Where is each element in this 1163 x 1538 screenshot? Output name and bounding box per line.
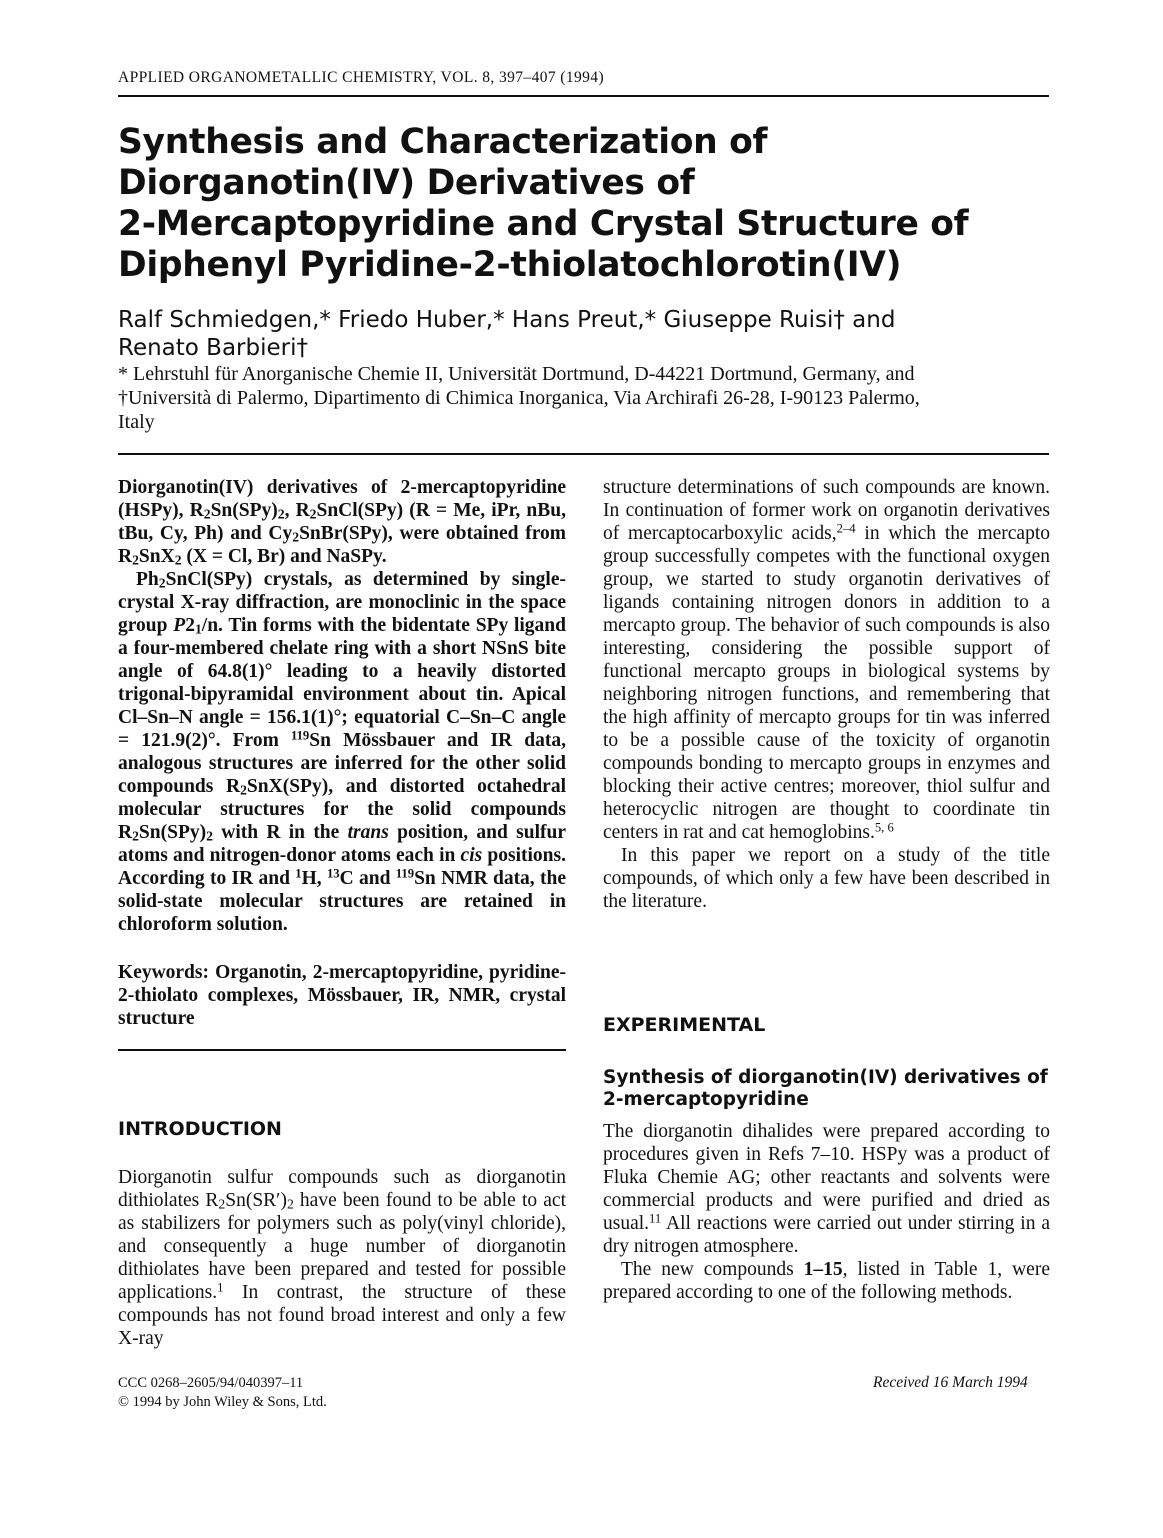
body-paragraph: In this paper we report on a study of the title compounds, of which only a few have been described in the literature. <box>603 845 1050 912</box>
body-paragraph: The new compounds 1–15, listed in Table 1, were prepared according to one of the following methods. <box>603 1259 1050 1303</box>
author-line: Renato Barbieri† <box>118 335 308 361</box>
keywords: Keywords: Organotin, 2-mercaptopyridine, pyridine-2-thiolato complexes, Mössbauer, IR, NMR, crystal structure <box>118 962 566 1029</box>
title-line: 2-Mercaptopyridine and Crystal Structure of <box>118 204 969 244</box>
experimental-text <box>603 1120 1050 1304</box>
ccc-code: CCC 0268–2605/94/040397–11 <box>118 1375 304 1391</box>
introduction-text <box>118 1166 566 1350</box>
author-line: Ralf Schmiedgen,* Friedo Huber,* Hans Preut,* Giuseppe Ruisi† and <box>118 307 896 333</box>
synthesis-subheading: Synthesis of diorganotin(IV) derivatives of 2-mercaptopyridine <box>603 1067 1048 1110</box>
title-line: Diorganotin(IV) Derivatives of <box>118 163 695 203</box>
introduction-continued <box>603 476 1050 913</box>
title-line: Diphenyl Pyridine-2-thiolatochlorotin(IV) <box>118 245 902 285</box>
body-paragraph: structure determinations of such compounds are known. In continuation of former work on organotin derivatives of mercaptocarboxylic acids,$^{2-4}$ in which the mercapto group successfully competes with the functional oxygen group, we started to study organotin derivatives of ligands containing nitrogen donors in addition to a mercapto group. The behavior of such compounds is also interesting, considering the possible support of functional mercapto groups in biological systems by neighboring nitrogen functions, and remembering that the high affinity of mercapto groups for tin was inferred to be a possible cause of the toxicity of organotin compounds bonding to mercapto groups in enzymes and blocking their active centres; moreover, thiol sulfur and heterocyclic nitrogen are thought to coordinate tin centers in rat and cat hemoglobins.$^{5, 6}$ <box>603 477 1050 843</box>
section-rule <box>118 453 1049 455</box>
affiliation-line: * Lehrstuhl für Anorganische Chemie II, Universität Dortmund, D-44221 Dortmund, Germany, and <box>118 363 915 385</box>
author-list <box>118 306 1049 362</box>
footer-copyright <box>118 1374 327 1412</box>
copyright-line: © 1994 by John Wiley & Sons, Ltd. <box>118 1394 327 1410</box>
affiliations <box>118 362 1049 434</box>
abstract-paragraph: Diorganotin(IV) derivatives of 2-mercaptopyridine (HSPy), R2Sn(SPy)2, R2SnCl(SPy) (R = Me, iPr, nBu, tBu, Cy, Ph) and Cy2SnBr(SPy), were obtained from R2SnX2 (X = Cl, Br) and NaSPy. <box>118 477 567 568</box>
abstract-paragraph: Ph2SnCl(SPy) crystals, as determined by single-crystal X-ray diffraction, are monoclinic in the space group P21/n. Tin forms with the bidentate SPy ligand a four-membered chelate ring with a short NSnS bite angle of 64.8(1)° leading to a heavily distorted trigonal-bipyramidal environment about tin. Apical Cl–Sn–N angle = 156.1(1)°; equatorial C–Sn–C angle = 121.9(2)°. From $^{119}$Sn Mössbauer and IR data, analogous structures are inferred for the other solid compounds R2SnX(SPy), and distorted octahedral molecular structures for the solid compounds R2Sn(SPy)2 with R in the trans position, and sulfur atoms and nitrogen-donor atoms each in cis positions. According to IR and $^1$H, $^{13}$C and $^{119}$Sn NMR data, the solid-state molecular structures are retained in chloroform solution. <box>118 569 566 935</box>
affiliation-line: †Università di Palermo, Dipartimento di Chimica Inorganica, Via Archirafi 26-28, I-90123 Palermo, <box>118 387 920 409</box>
received-date: Received 16 March 1994 <box>873 1374 1028 1391</box>
journal-header: APPLIED ORGANOMETALLIC CHEMISTRY, VOL. 8, 397–407 (1994) <box>118 69 605 86</box>
header-rule <box>118 95 1049 97</box>
introduction-heading: INTRODUCTION <box>118 1118 282 1140</box>
abstract-rule <box>118 1049 566 1051</box>
experimental-heading: EXPERIMENTAL <box>603 1014 766 1036</box>
body-paragraph: The diorganotin dihalides were prepared according to procedures given in Refs 7–10. HSPy was a product of Fluka Chemie AG; other reactants and solvents were commercial products and were purified and dried as usual.$^{11}$ All reactions were carried out under stirring in a dry nitrogen atmosphere. <box>603 1121 1050 1257</box>
affiliation-line: Italy <box>118 411 155 433</box>
title-line: Synthesis and Characterization of <box>118 122 768 162</box>
article-title <box>118 122 1058 286</box>
abstract <box>118 476 566 936</box>
body-paragraph: Diorganotin sulfur compounds such as diorganotin dithiolates R2Sn(SR′)2 have been found to be able to act as stabilizers for polymers such as poly(vinyl chloride), and consequently a huge number of diorganotin dithiolates have been prepared and tested for possible applications.$^1$ In contrast, the structure of these compounds has not found broad interest and only a few X-ray <box>118 1167 567 1349</box>
